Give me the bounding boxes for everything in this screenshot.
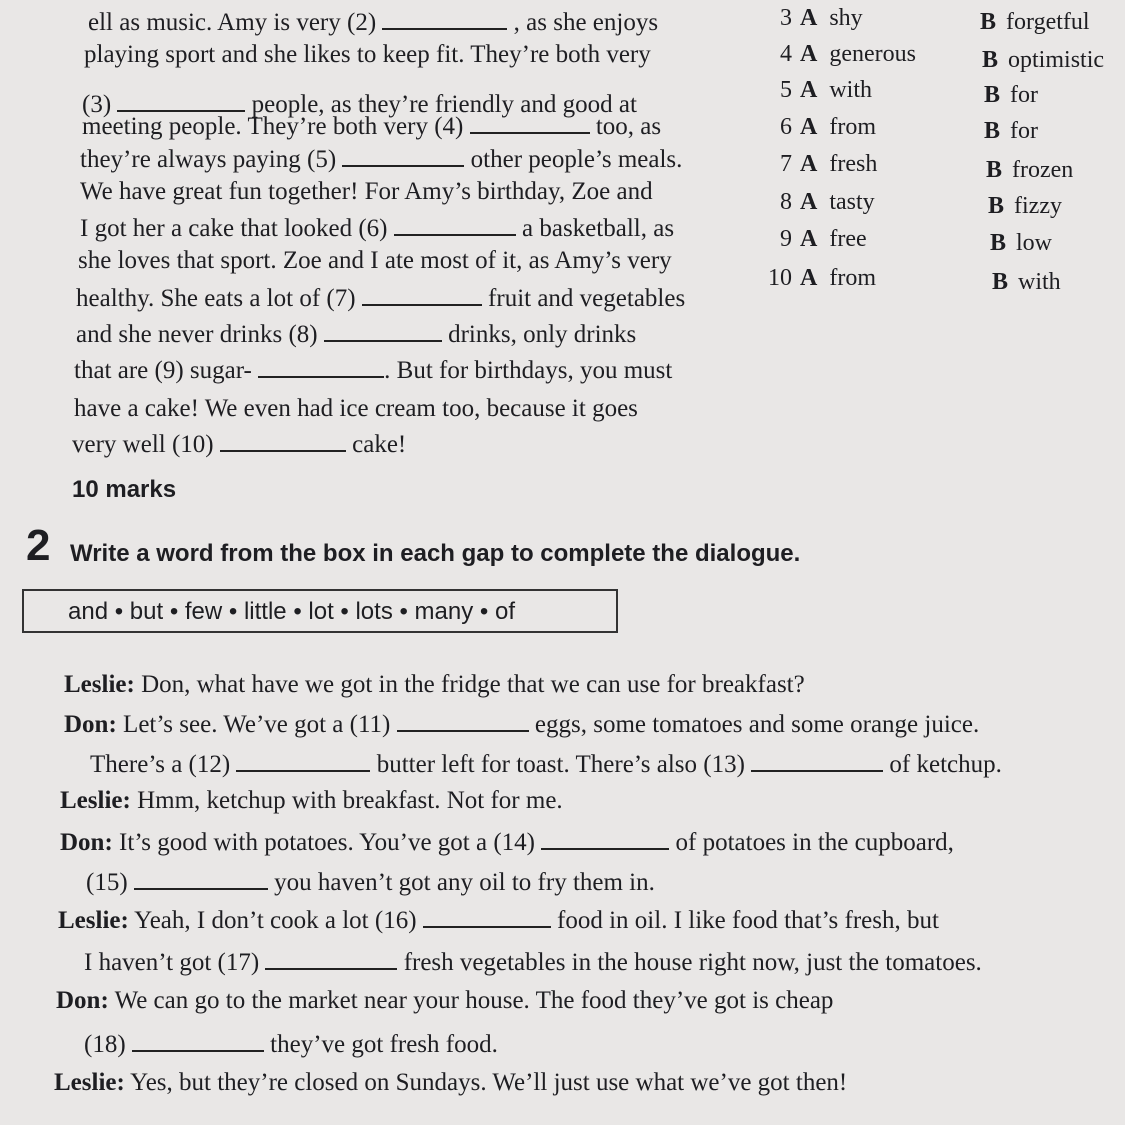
option-8-b[interactable]: fizzy — [1014, 193, 1062, 219]
option-row-5: 5 A with — [780, 77, 873, 103]
gap-12[interactable] — [236, 748, 370, 772]
option-row-7: 7 A fresh — [780, 151, 878, 177]
option-5-b[interactable]: for — [1010, 82, 1038, 108]
gap-16[interactable] — [423, 904, 551, 928]
gap-8[interactable] — [324, 318, 442, 342]
option-row-4: 4 A generous — [780, 41, 916, 67]
option-7-b[interactable]: frozen — [1012, 157, 1074, 183]
passage-line-5: they’re always paying (5) other people’s meals. — [80, 143, 682, 175]
gap-15[interactable] — [134, 866, 268, 890]
option-6-b[interactable]: for — [1010, 118, 1038, 144]
dialogue-line-7: Leslie: Yeah, I don’t cook a lot (16) food in oil. I like food that’s fresh, but — [58, 904, 939, 936]
gap-17[interactable] — [265, 946, 397, 970]
exercise-instruction: Write a word from the box in each gap to complete the dialogue. — [70, 540, 801, 567]
speaker-leslie: Leslie: — [54, 1069, 125, 1096]
option-row-10-b: B with — [992, 269, 1061, 295]
gap-13[interactable] — [751, 748, 883, 772]
gap-2[interactable] — [382, 6, 507, 30]
option-row-7-b: B frozen — [986, 157, 1074, 183]
dialogue-line-3: There’s a (12) butter left for toast. There’s also (13) of ketchup. — [90, 748, 1002, 780]
gap-14[interactable] — [541, 826, 669, 850]
passage-line-13: very well (10) cake! — [72, 428, 406, 460]
speaker-don: Don: — [64, 711, 117, 738]
dialogue-line-9: Don: We can go to the market near your house. The food they’ve got is cheap — [56, 987, 834, 1014]
option-8-a[interactable]: tasty — [829, 189, 875, 215]
option-4-a[interactable]: generous — [829, 41, 916, 67]
dialogue-line-5: Don: It’s good with potatoes. You’ve got a (14) of potatoes in the cupboard, — [60, 826, 954, 858]
gap-6[interactable] — [394, 212, 516, 236]
dialogue-line-10: (18) they’ve got fresh food. — [84, 1028, 498, 1060]
option-3-b[interactable]: forgetful — [1006, 9, 1090, 35]
option-row-8: 8 A tasty — [780, 189, 875, 215]
speaker-leslie: Leslie: — [64, 671, 135, 698]
option-3-a-letter: A — [800, 5, 818, 31]
option-9-a[interactable]: free — [829, 226, 867, 252]
speaker-don: Don: — [56, 987, 109, 1014]
gap-3[interactable] — [117, 88, 245, 112]
word-box-words: and • but • few • little • lot • lots • many • of — [68, 598, 515, 625]
option-row-6-b: B for — [984, 118, 1038, 144]
passage-line-8: she loves that sport. Zoe and I ate most of it, as Amy’s very — [78, 247, 672, 274]
option-6-a[interactable]: from — [829, 114, 876, 140]
option-row-3-b: B forgetful — [980, 9, 1090, 35]
dialogue-line-8: I haven’t got (17) fresh vegetables in the house right now, just the tomatoes. — [84, 946, 982, 978]
gap-10[interactable] — [220, 428, 346, 452]
gap-9[interactable] — [258, 354, 384, 378]
gap-18[interactable] — [132, 1028, 264, 1052]
option-row-10: 10 A from — [768, 265, 876, 291]
gap-7[interactable] — [362, 282, 482, 306]
option-row-4-b: B optimistic — [982, 47, 1105, 73]
option-row-3: 3 A shy — [780, 5, 863, 31]
dialogue-line-1: Leslie: Don, what have we got in the fridge that we can use for breakfast? — [64, 671, 805, 698]
dialogue-line-6: (15) you haven’t got any oil to fry them in. — [86, 866, 655, 898]
passage-line-11: that are (9) sugar- . But for birthdays, you must — [74, 354, 672, 386]
passage-line-2: playing sport and she likes to keep fit. They’re both very — [84, 41, 651, 68]
gap-11[interactable] — [397, 708, 529, 732]
speaker-leslie: Leslie: — [58, 907, 129, 934]
dialogue-line-4: Leslie: Hmm, ketchup with breakfast. Not for me. — [60, 787, 563, 814]
passage-line-7: I got her a cake that looked (6) a basketball, as — [80, 212, 674, 244]
dialogue-line-11: Leslie: Yes, but they’re closed on Sundays. We’ll just use what we’ve got then! — [54, 1069, 848, 1096]
option-9-b[interactable]: low — [1016, 230, 1053, 256]
passage-line-4: meeting people. They’re both very (4) too, as — [82, 110, 661, 142]
option-4-b[interactable]: optimistic — [1008, 47, 1105, 73]
passage-line-6: We have great fun together! For Amy’s birthday, Zoe and — [80, 178, 653, 205]
passage-line-3: (3) people, as they’re friendly and good at — [82, 74, 637, 120]
option-5-a[interactable]: with — [829, 77, 873, 103]
option-3-a[interactable]: shy — [829, 5, 863, 31]
word-box — [22, 589, 618, 633]
option-row-8-b: B fizzy — [988, 193, 1062, 219]
marks-label: 10 marks — [72, 476, 177, 503]
option-row-9-b: B low — [990, 230, 1053, 256]
dialogue-line-2: Don: Let’s see. We’ve got a (11) eggs, some tomatoes and some orange juice. — [64, 708, 979, 740]
speaker-leslie: Leslie: — [60, 787, 131, 814]
passage-line-9: healthy. She eats a lot of (7) fruit and vegetables — [76, 282, 685, 314]
passage-line-12: have a cake! We even had ice cream too, because it goes — [74, 395, 638, 422]
speaker-don: Don: — [60, 829, 113, 856]
gap-5[interactable] — [342, 143, 464, 167]
option-row-9: 9 A free — [780, 226, 867, 252]
option-10-a[interactable]: from — [829, 265, 876, 291]
option-row-6: 6 A from — [780, 114, 876, 140]
option-7-a[interactable]: fresh — [829, 151, 878, 177]
passage-line-1: ell as music. Amy is very (2) , as she enjoys — [88, 6, 658, 38]
exercise-number: 2 — [26, 521, 51, 570]
passage-line-10: and she never drinks (8) drinks, only drinks — [76, 318, 636, 350]
option-row-5-b: B for — [984, 82, 1038, 108]
option-10-b[interactable]: with — [1018, 269, 1061, 295]
gap-4[interactable] — [470, 110, 590, 134]
